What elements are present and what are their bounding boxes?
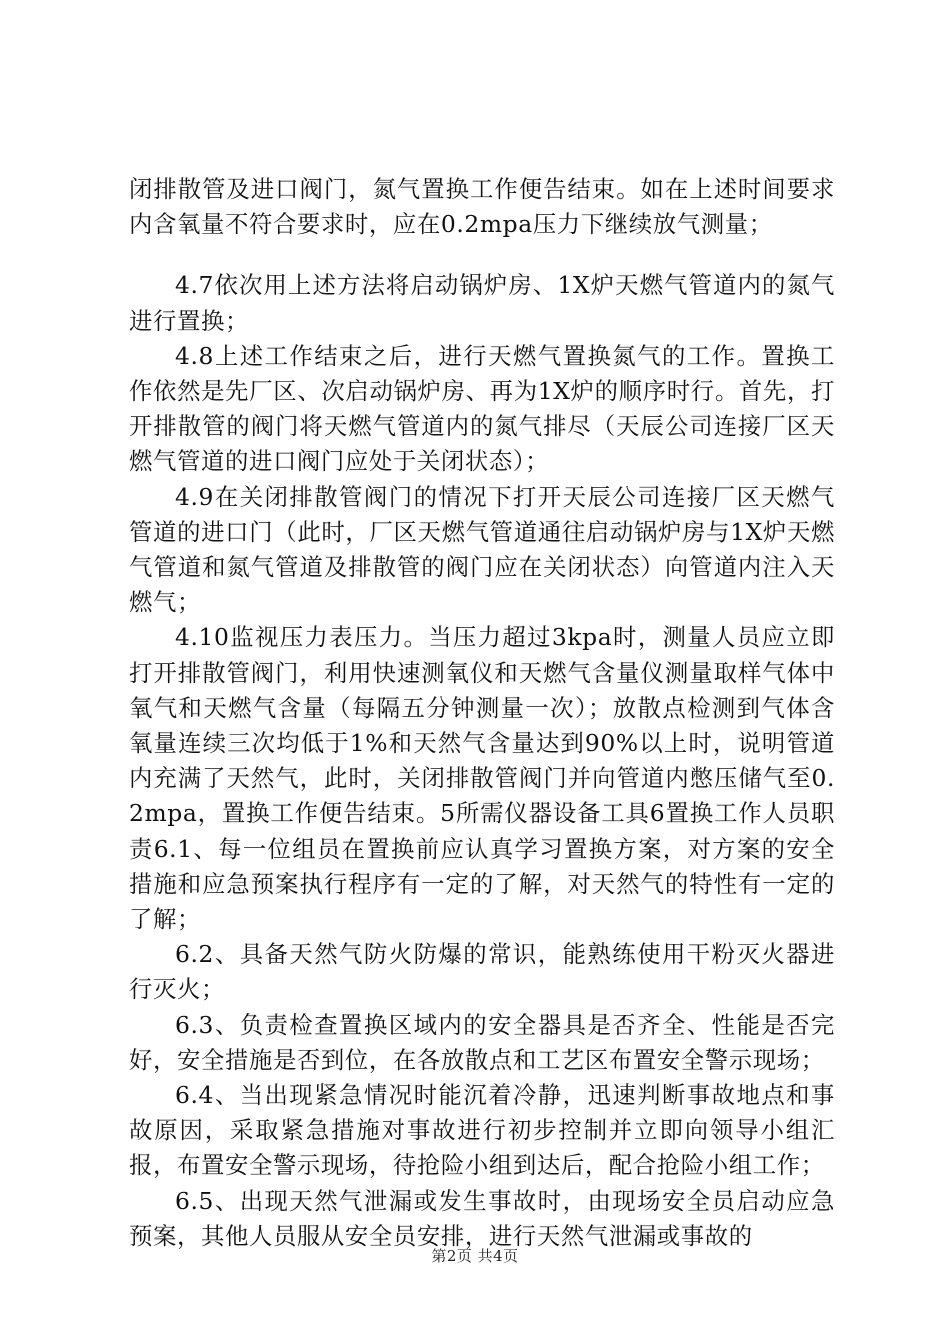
paragraph-continuation: 闭排散管及进口阀门，氮气置换工作便告结束。如在上述时间要求内含氧量不符合要求时，应在0.2mpa压力下继续放气测量；	[129, 175, 835, 239]
paragraph-6-4: 6.4、当出现紧急情况时能沉着冷静，迅速判断事故地点和事故原因，采取紧急措施对事故进行初步控制并立即向领导小组汇报，布置安全警示现场，待抢险小组到达后，配合抢险小组工作；	[129, 1081, 835, 1180]
page-number-footer: 第2页 共4页	[431, 1247, 519, 1265]
paragraph-4-7: 4.7依次用上述方法将启动锅炉房、1X炉天燃气管道内的氮气进行置换；	[129, 271, 835, 335]
paragraph-4-8: 4.8上述工作结束之后，进行天燃气置换氮气的工作。置换工作依然是先厂区、次启动锅炉房、再为1X炉的顺序时行。首先，打开排散管的阀门将天燃气管道内的氮气排尽（天辰公司连接厂区天燃气管道的进口阀门应处于关闭状态）；	[129, 341, 835, 476]
paragraph-4-10: 4.10监视压力表压力。当压力超过3kpa时，测量人员应立即打开排散管阀门，利用快速测氧仪和天燃气含量仪测量取样气体中氧气和天燃气含量（每隔五分钟测量一次）；放散点检测到气体含氧量连续三次均低于1%和天然气含量达到90%以上时，说明管道内充满了天然气，此时，关闭排散管阀门并向管道内憋压储气至0.2mpa，置换工作便告结束。5所需仪器设备工具6置换工作人员职责6.1、每一位组员在置换前应认真学习置换方案，对方案的安全措施和应急预案执行程序有一定的了解，对天然气的特性有一定的了解；	[129, 623, 835, 934]
document-body	[129, 172, 835, 1254]
paragraph-6-2: 6.2、具备天然气防火防爆的常识，能熟练使用干粉灭火器进行灭火；	[129, 940, 835, 1004]
paragraph-6-3: 6.3、负责检查置换区域内的安全器具是否齐全、性能是否完好，安全措施是否到位，在各放散点和工艺区布置安全警示现场；	[129, 1010, 835, 1074]
paragraph-6-5: 6.5、出现天然气泄漏或发生事故时，由现场安全员启动应急预案，其他人员服从安全员安排，进行天然气泄漏或事故的	[129, 1186, 835, 1250]
paragraph-gap	[129, 242, 835, 268]
paragraph-4-9: 4.9在关闭排散管阀门的情况下打开天辰公司连接厂区天燃气管道的进口门（此时，厂区天燃气管道通往启动锅炉房与1X炉天燃气管道和氮气管道及排散管的阀门应在关闭状态）向管道内注入天燃气；	[129, 482, 835, 617]
